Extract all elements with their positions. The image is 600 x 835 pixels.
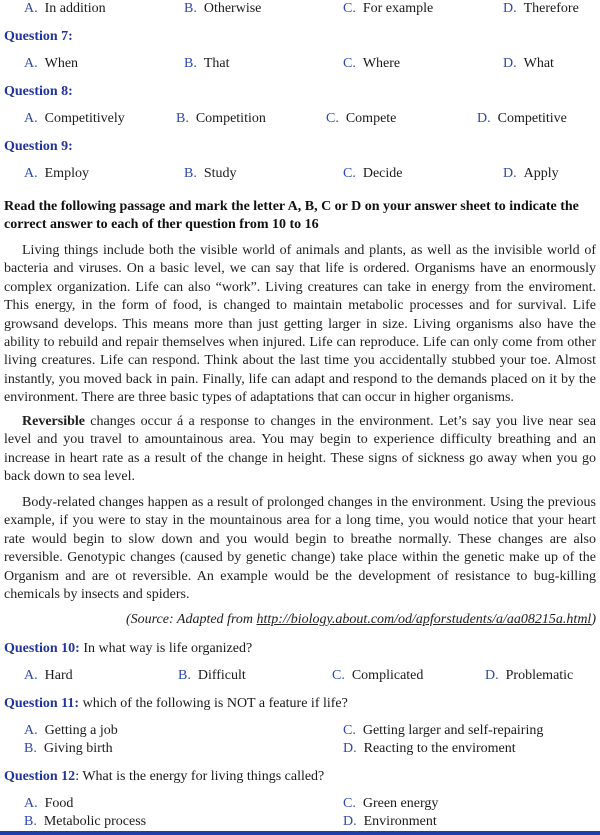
passage-paragraph-1: Living things include both the visible world of animals and plants, as well as the invisible world of bacteria and viruses. On a basic level, we can say that life is ordered. Organisms have an enormously complex organization. Life can also “work”. Living creatures can take in energy from the enviroment. This energy, in the form of food, is changed to maintain metabolic processes and for survival. Life growsand develops. This means more than just getting larger in size. Living organisms also have the ability to rebuild and repair themselves when injured. Life can reproduce. Life can only come from other living creatures. Life can respond. Think about the last time you accidentally stubbed your toe. Almost instantly, you moved back in pain. Finally, life can adapt and respond to the demands placed on it by the environment. There are three basic types of adaptations that can occur in higher organisms. bbox=[4, 243, 596, 406]
q9-option-c[interactable]: C. Decide bbox=[343, 166, 403, 181]
question-10-text: In what way is life organized? bbox=[79, 641, 253, 656]
q6-option-c[interactable]: C. For example bbox=[343, 1, 434, 16]
q6-option-b[interactable]: B. Otherwise bbox=[184, 1, 262, 16]
source-link[interactable]: http://biology.about.com/od/apforstudents/a/aa08215a.html bbox=[256, 612, 592, 627]
q9-option-d[interactable]: D. Apply bbox=[503, 166, 559, 181]
passage-paragraph-2: Reversible changes occur á a response to changes in the environment. Let’s say you live near sea level and you travel to amountainous area. You may begin to experience difficulty breathing and an increase in heart rate as a result of the change in height. These signs of sickness go away when you go back down to sea level. bbox=[4, 414, 596, 485]
q11-option-c[interactable]: C. Getting larger and self-repairing bbox=[343, 723, 544, 738]
q9-option-b[interactable]: B. Study bbox=[184, 166, 237, 181]
q10-option-d[interactable]: D. Problematic bbox=[485, 668, 574, 683]
q7-option-c[interactable]: C. Where bbox=[343, 56, 401, 71]
q11-option-b[interactable]: B. Giving birth bbox=[24, 741, 113, 756]
q11-option-a[interactable]: A. Getting a job bbox=[24, 723, 118, 738]
q6-option-d[interactable]: D. Therefore bbox=[503, 1, 579, 16]
q10-option-b[interactable]: B. Difficult bbox=[178, 668, 246, 683]
q7-option-b[interactable]: B. That bbox=[184, 56, 230, 71]
question-12-text: : What is the energy for living things called? bbox=[75, 769, 325, 784]
q10-option-a[interactable]: A. Hard bbox=[24, 668, 73, 683]
q9-option-a[interactable]: A. Employ bbox=[24, 166, 89, 181]
question-8-label: Question 8: bbox=[4, 84, 73, 99]
passage-paragraph-3: Body-related changes happen as a result of prolonged changes in the environment. Using the previous example, if you were to stay in the mountainous area for a long time, you would notice that your heart rate would begin to slow down and you would begin to breathe normally. These changes are also reversible. Genotypic changes (caused by genetic change) take place within the genetic make up of the Organism and are ot reversible. An example would be the development of resistance to bug-killing chemicals by insects and spiders. bbox=[4, 495, 596, 603]
passage-source: (Source: Adapted from http://biology.about.com/od/apforstudents/a/aa08215a.html) bbox=[125, 612, 596, 627]
reading-instruction: Read the following passage and mark the letter A, B, C or D on your answer sheet to indicate the correct answer to each of ther question from 10 to 16 bbox=[4, 199, 579, 232]
question-12-label: Question 12 bbox=[4, 769, 76, 784]
q8-option-b[interactable]: B. Competition bbox=[176, 111, 266, 126]
q12-option-b[interactable]: B. Metabolic process bbox=[24, 814, 147, 829]
q7-option-d[interactable]: D. What bbox=[503, 56, 554, 71]
q10-option-c[interactable]: C. Complicated bbox=[332, 668, 424, 683]
q12-option-d[interactable]: D. Environment bbox=[343, 814, 437, 829]
q6-option-a[interactable]: A. In addition bbox=[24, 1, 106, 16]
question-7-label: Question 7: bbox=[4, 29, 73, 44]
question-11-text: which of the following is NOT a feature if life? bbox=[79, 696, 348, 711]
q8-option-c[interactable]: C. Compete bbox=[326, 111, 397, 126]
q8-option-a[interactable]: A. Competitively bbox=[24, 111, 125, 126]
q7-option-a[interactable]: A. When bbox=[24, 56, 79, 71]
reversible-term: Reversible bbox=[22, 414, 85, 429]
q11-option-d[interactable]: D. Reacting to the enviroment bbox=[343, 741, 516, 756]
q12-option-a[interactable]: A. Food bbox=[24, 796, 74, 811]
q12-option-c[interactable]: C. Green energy bbox=[343, 796, 439, 811]
page-bottom-bar bbox=[0, 831, 600, 835]
q8-option-d[interactable]: D. Competitive bbox=[477, 111, 567, 126]
question-9-label: Question 9: bbox=[4, 139, 73, 154]
question-10-label: Question 10: bbox=[4, 641, 80, 656]
question-11-label: Question 11: bbox=[4, 696, 80, 711]
